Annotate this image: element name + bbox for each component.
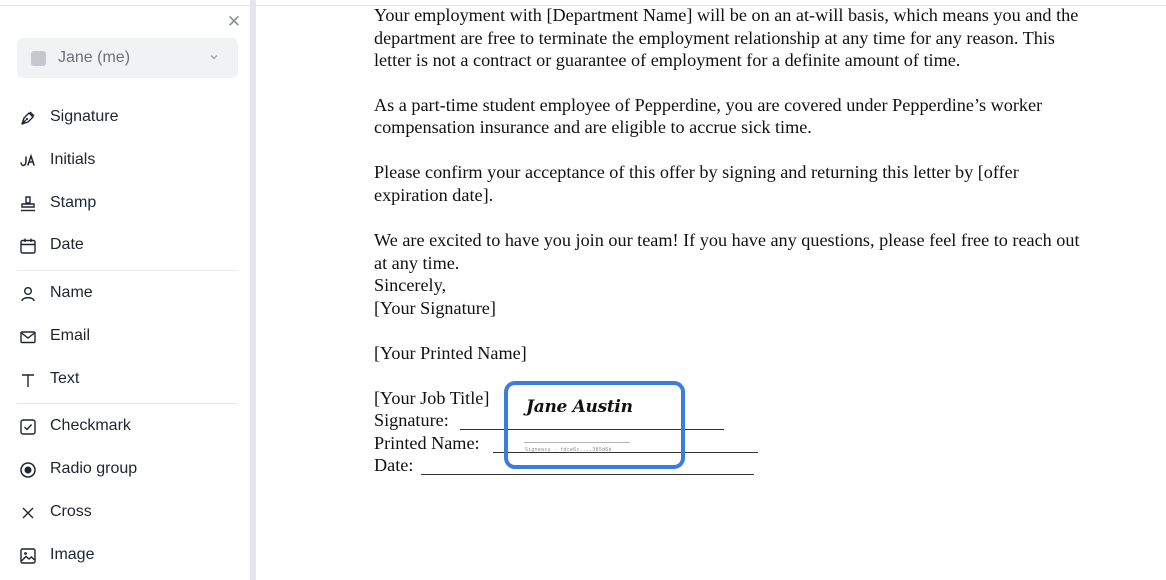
field-name[interactable] bbox=[17, 279, 238, 309]
document-text-line: compensation insurance and are eligible to accrue sick time. bbox=[374, 117, 812, 137]
field-signature[interactable] bbox=[17, 103, 238, 133]
field-label: Initials bbox=[50, 151, 96, 168]
signer-name: Jane (me) bbox=[58, 49, 131, 66]
sidebar-top-border bbox=[0, 0, 250, 6]
document-text-line: Please confirm your acceptance of this offer by signing and returning this letter by [offer bbox=[374, 162, 1019, 182]
sidebar-divider bbox=[17, 403, 238, 404]
checkbox-icon bbox=[19, 418, 37, 436]
document-text-line: department are free to terminate the employment relationship at any time for any reason. This bbox=[374, 27, 1055, 48]
pen-nib-icon bbox=[19, 109, 37, 127]
field-radio-group[interactable] bbox=[17, 455, 238, 485]
field-cross[interactable] bbox=[17, 498, 238, 528]
field-stamp[interactable] bbox=[17, 189, 238, 219]
field-initials[interactable] bbox=[17, 146, 238, 176]
field-label: Cross bbox=[50, 503, 92, 520]
date-underline bbox=[421, 474, 754, 475]
document-text-line: As a part-time student employee of Pepperdine, you are covered under Pepperdine’s worker bbox=[374, 94, 1043, 115]
radio-icon bbox=[19, 461, 37, 479]
close-icon[interactable]: ✕ bbox=[226, 12, 242, 31]
printed-name-label: Printed Name: bbox=[374, 432, 480, 453]
stamp-icon bbox=[19, 195, 37, 213]
document-text-line: expiration date]. bbox=[374, 184, 494, 205]
closing-line: Sincerely, bbox=[374, 275, 447, 295]
document-viewer[interactable] bbox=[256, 0, 1166, 580]
field-email[interactable] bbox=[17, 322, 238, 352]
field-label: Date bbox=[50, 236, 84, 253]
field-label: Email bbox=[50, 327, 91, 344]
fields-sidebar bbox=[0, 0, 250, 580]
date-label: Date: bbox=[374, 455, 414, 475]
signer-color-swatch bbox=[31, 51, 46, 66]
chevron-down-icon bbox=[207, 50, 221, 64]
image-icon bbox=[19, 547, 37, 565]
signature-label: Signature: bbox=[374, 410, 449, 430]
field-label: Radio group bbox=[50, 460, 138, 477]
field-label: Stamp bbox=[50, 194, 97, 211]
signature-image: Jane Austin bbox=[526, 397, 633, 417]
field-label: Checkmark bbox=[50, 417, 131, 434]
initials-icon bbox=[19, 152, 37, 170]
sidebar-divider bbox=[17, 270, 238, 271]
document-text-line: Your employment with [Department Name] will be on an at-will basis, which means you and the bbox=[374, 5, 1079, 25]
field-checkmark[interactable] bbox=[17, 412, 238, 442]
calendar-icon bbox=[19, 237, 37, 255]
person-icon bbox=[19, 285, 37, 303]
cross-icon bbox=[19, 504, 37, 522]
document-text-line: at any time. bbox=[374, 252, 460, 273]
field-label: Signature bbox=[50, 108, 119, 125]
field-text[interactable] bbox=[17, 365, 238, 395]
field-image[interactable] bbox=[17, 541, 238, 571]
signer-select[interactable] bbox=[17, 38, 238, 78]
field-date[interactable] bbox=[17, 231, 238, 261]
job-title-placeholder: [Your Job Title] bbox=[374, 387, 490, 408]
signature-placeholder: [Your Signature] bbox=[374, 297, 496, 318]
field-label: Text bbox=[50, 370, 80, 387]
signature-baseline bbox=[524, 442, 630, 443]
field-label: Image bbox=[50, 546, 95, 563]
document-text-line: letter is not a contract or guarantee of employment for a definite amount of time. bbox=[374, 50, 961, 70]
printed-name-placeholder: [Your Printed Name] bbox=[374, 342, 527, 363]
envelope-icon bbox=[19, 328, 37, 346]
field-label: Name bbox=[50, 284, 93, 301]
signature-id: Signeasy - fdce6c....385d6b bbox=[525, 447, 612, 453]
signature-field[interactable] bbox=[504, 381, 685, 469]
text-t-icon bbox=[19, 371, 37, 389]
document-text-line: We are excited to have you join our team! If you have any questions, please feel free to reach out bbox=[374, 230, 1080, 250]
